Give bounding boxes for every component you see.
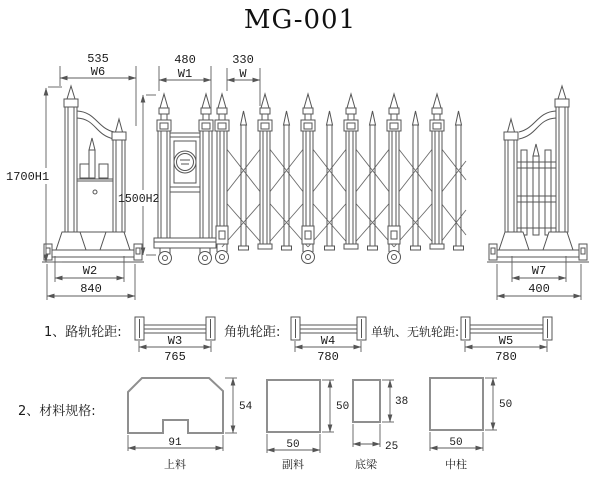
dim-pitch: 330: [232, 53, 254, 67]
wheel-spec-label-1: 1、路轨轮距:: [44, 325, 122, 340]
gate-drawing: [154, 94, 466, 265]
dim-material1-width: 91: [168, 437, 182, 449]
material2-name: 副料: [282, 458, 304, 471]
material-section-center-post: [430, 378, 512, 471]
dim-left-post-base-width: 840: [80, 282, 102, 296]
dim-axle1-value: 765: [164, 350, 186, 364]
dim-material3-height: 38: [395, 396, 409, 408]
gate-scissor-braces: [222, 143, 466, 247]
wheel-track-row: [44, 317, 552, 364]
dim-head-width-label: W1: [177, 67, 193, 81]
right-post-dimensions: [497, 256, 581, 300]
dim-left-post-height: 1700H1: [6, 170, 50, 184]
wheel-spec-label-2: 角轨轮距:: [224, 325, 281, 340]
material-spec-row: [18, 378, 512, 471]
axle-diagram-3: [461, 317, 552, 364]
material4-name: 中柱: [445, 458, 467, 471]
dim-material1-height: 54: [239, 401, 253, 413]
wheel-spec-label-3: 单轨、无轨轮距:: [371, 325, 460, 339]
dim-material4-width: 50: [449, 437, 463, 449]
dim-axle3-label: W5: [498, 334, 514, 348]
dim-material2-height: 50: [336, 401, 350, 413]
dim-material3-width: 25: [385, 441, 399, 453]
dim-axle3-value: 780: [495, 350, 517, 364]
drawing-title: MG-001: [243, 5, 357, 35]
dim-left-post-top-width-label: W6: [90, 65, 106, 79]
material-section-bottom-beam: [353, 380, 408, 471]
dim-gate-height: 1500H2: [118, 193, 160, 206]
left-post-drawing: [42, 86, 144, 262]
material1-name: 上料: [164, 458, 186, 471]
material-section-secondary: [267, 380, 349, 471]
dim-pitch-label: W: [239, 67, 247, 81]
dim-axle2-value: 780: [317, 350, 339, 364]
material3-name: 底梁: [355, 458, 377, 471]
dim-left-post-top-width: 535: [87, 52, 109, 66]
dim-material2-width: 50: [286, 439, 300, 451]
material-heading: 2、材料规格:: [18, 404, 96, 419]
material-section-top-rail: [128, 378, 253, 471]
dim-right-post-base-width: 400: [528, 282, 550, 296]
dim-left-post-track-label: W2: [82, 264, 98, 278]
right-post-drawing: [487, 86, 589, 262]
dim-axle1-label: W3: [167, 334, 183, 348]
dim-right-post-track-label: W7: [531, 264, 547, 278]
dim-head-width: 480: [174, 53, 196, 67]
dim-axle2-label: W4: [320, 334, 336, 348]
axle-diagram-1: [135, 317, 215, 364]
axle-diagram-2: [291, 317, 366, 364]
dim-material4-height: 50: [499, 399, 513, 411]
